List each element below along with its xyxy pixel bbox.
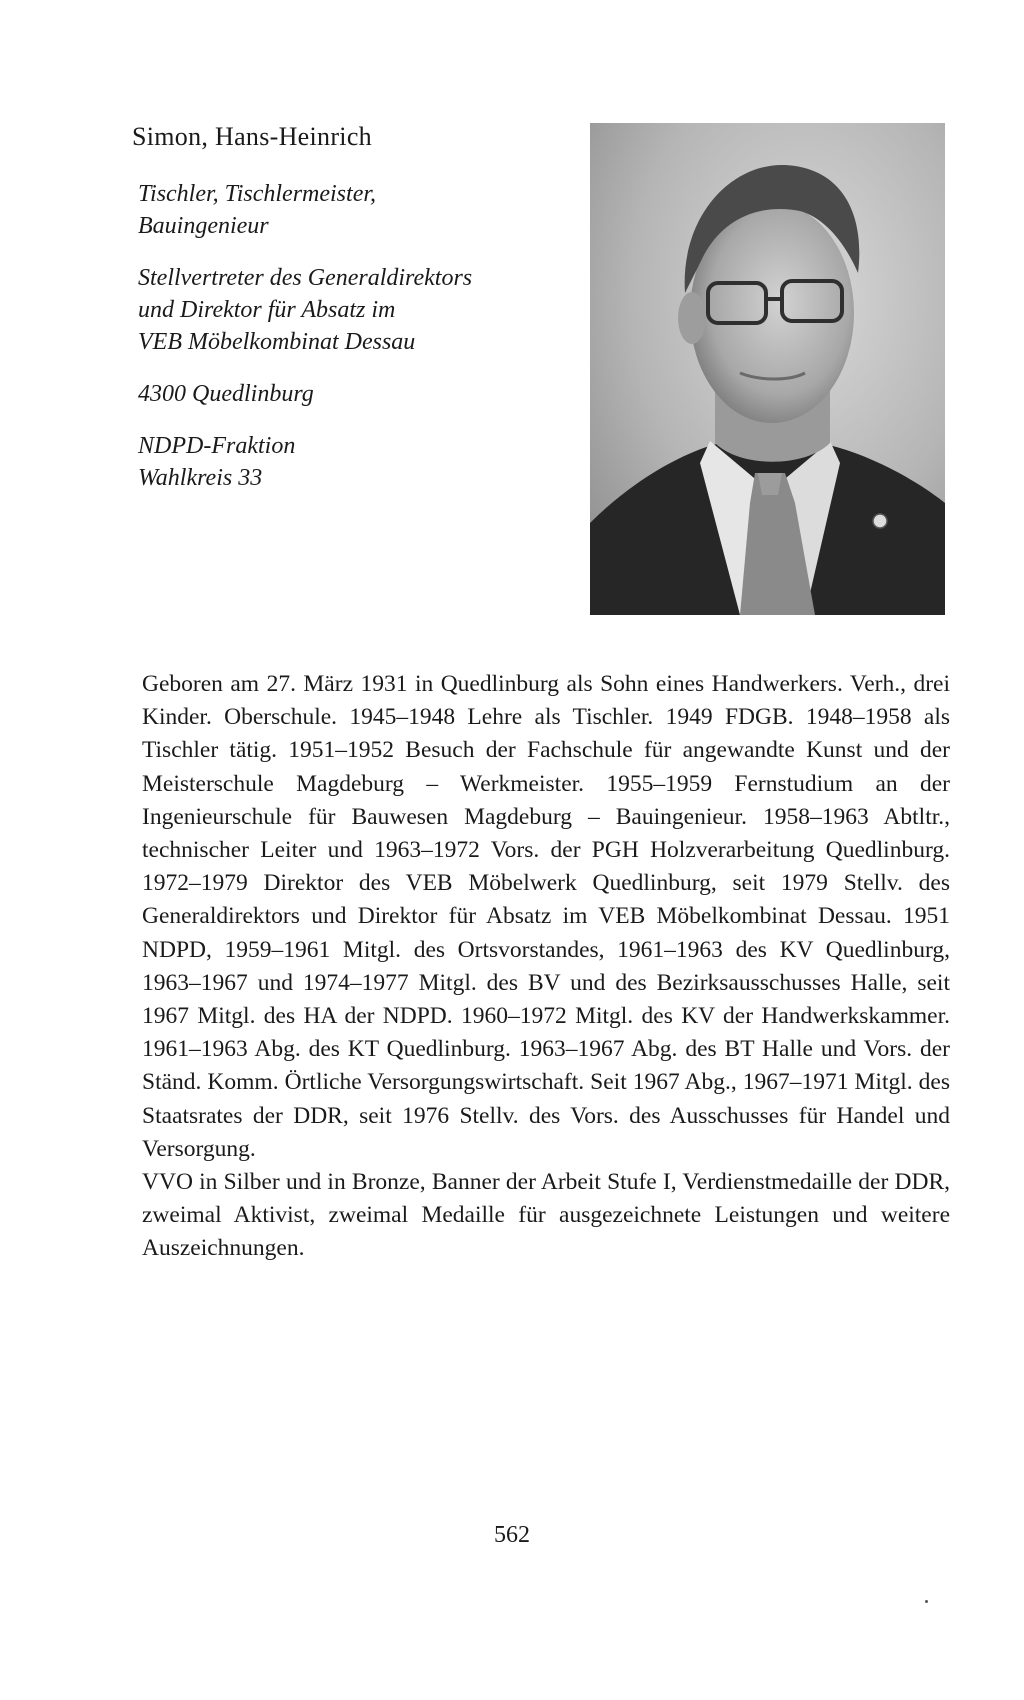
biography-paragraph-1: Geboren am 27. März 1931 in Quedlinburg als Sohn eines Handwerkers. Verh., drei Kinder. Oberschule. 1945–1948 Lehre als Tischler. 1949 FDGB. 1948–1958 als Tischler tätig. 1951–1952 Besuch der Fachschule für angewandte Kunst und der Meisterschule Magdeburg – Werkmeister. 1955–1959 Fernstudium an der Ingenieurschule für Bauwesen Magdeburg – Bauingenieur. 1958–1963 Abtltr., technischer Leiter und 1963–1972 Vors. der PGH Holzverarbeitung Quedlinburg. 1972–1979 Direktor des VEB Möbelwerk Quedlinburg, seit 1979 Stellv. des Generaldirektors und Direktor für Absatz im VEB Möbelkombinat Dessau. 1951 NDPD, 1959–1961 Mitgl. des Ortsvorstandes, 1961–1963 des KV Quedlinburg, 1963–1967 und 1974–1977 Mitgl. des BV und des Bezirksausschusses Halle, seit 1967 Mitgl. des HA der NDPD. 1960–1972 Mitgl. des KV der Handwerkskammer. 1961–1963 Abg. des KT Quedlinburg. 1963–1967 Abg. des BT Halle und Vors. der Ständ. Komm. Örtliche Versorgungswirtschaft. Seit 1967 Abg., 1967–1971 Mitgl. des Staatsrates der DDR, seit 1976 Stellv. des Vors. des Ausschusses für Handel und Versorgung. xyxy=(142,671,950,1162)
position-line-2: und Direktor für Absatz im xyxy=(138,297,396,323)
profession xyxy=(138,178,578,242)
profession-line-2: Bauingenieur xyxy=(138,213,269,239)
entry-details xyxy=(138,178,578,514)
location: 4300 Quedlinburg xyxy=(138,381,314,407)
constituency: Wahlkreis 33 xyxy=(138,465,263,491)
portrait-photo xyxy=(590,123,945,615)
entry-name: Simon, Hans-Heinrich xyxy=(132,122,372,151)
faction: NDPD-Fraktion xyxy=(138,433,296,459)
page-number: 562 xyxy=(494,1522,530,1548)
party-info xyxy=(138,430,578,494)
position xyxy=(138,262,578,358)
position-line-1: Stellvertreter des Generaldirektors xyxy=(138,265,473,291)
profession-line-1: Tischler, Tischlermeister, xyxy=(138,181,377,207)
biography xyxy=(142,668,950,1266)
print-speck xyxy=(925,1600,928,1603)
biography-paragraph-2: VVO in Silber und in Bronze, Banner der Arbeit Stufe I, Verdienstmedaille der DDR, zweimal Aktivist, zweimal Medaille für ausgezeichnete Leistungen und weitere Auszeichnungen. xyxy=(142,1169,950,1262)
position-line-3: VEB Möbelkombinat Dessau xyxy=(138,329,416,355)
